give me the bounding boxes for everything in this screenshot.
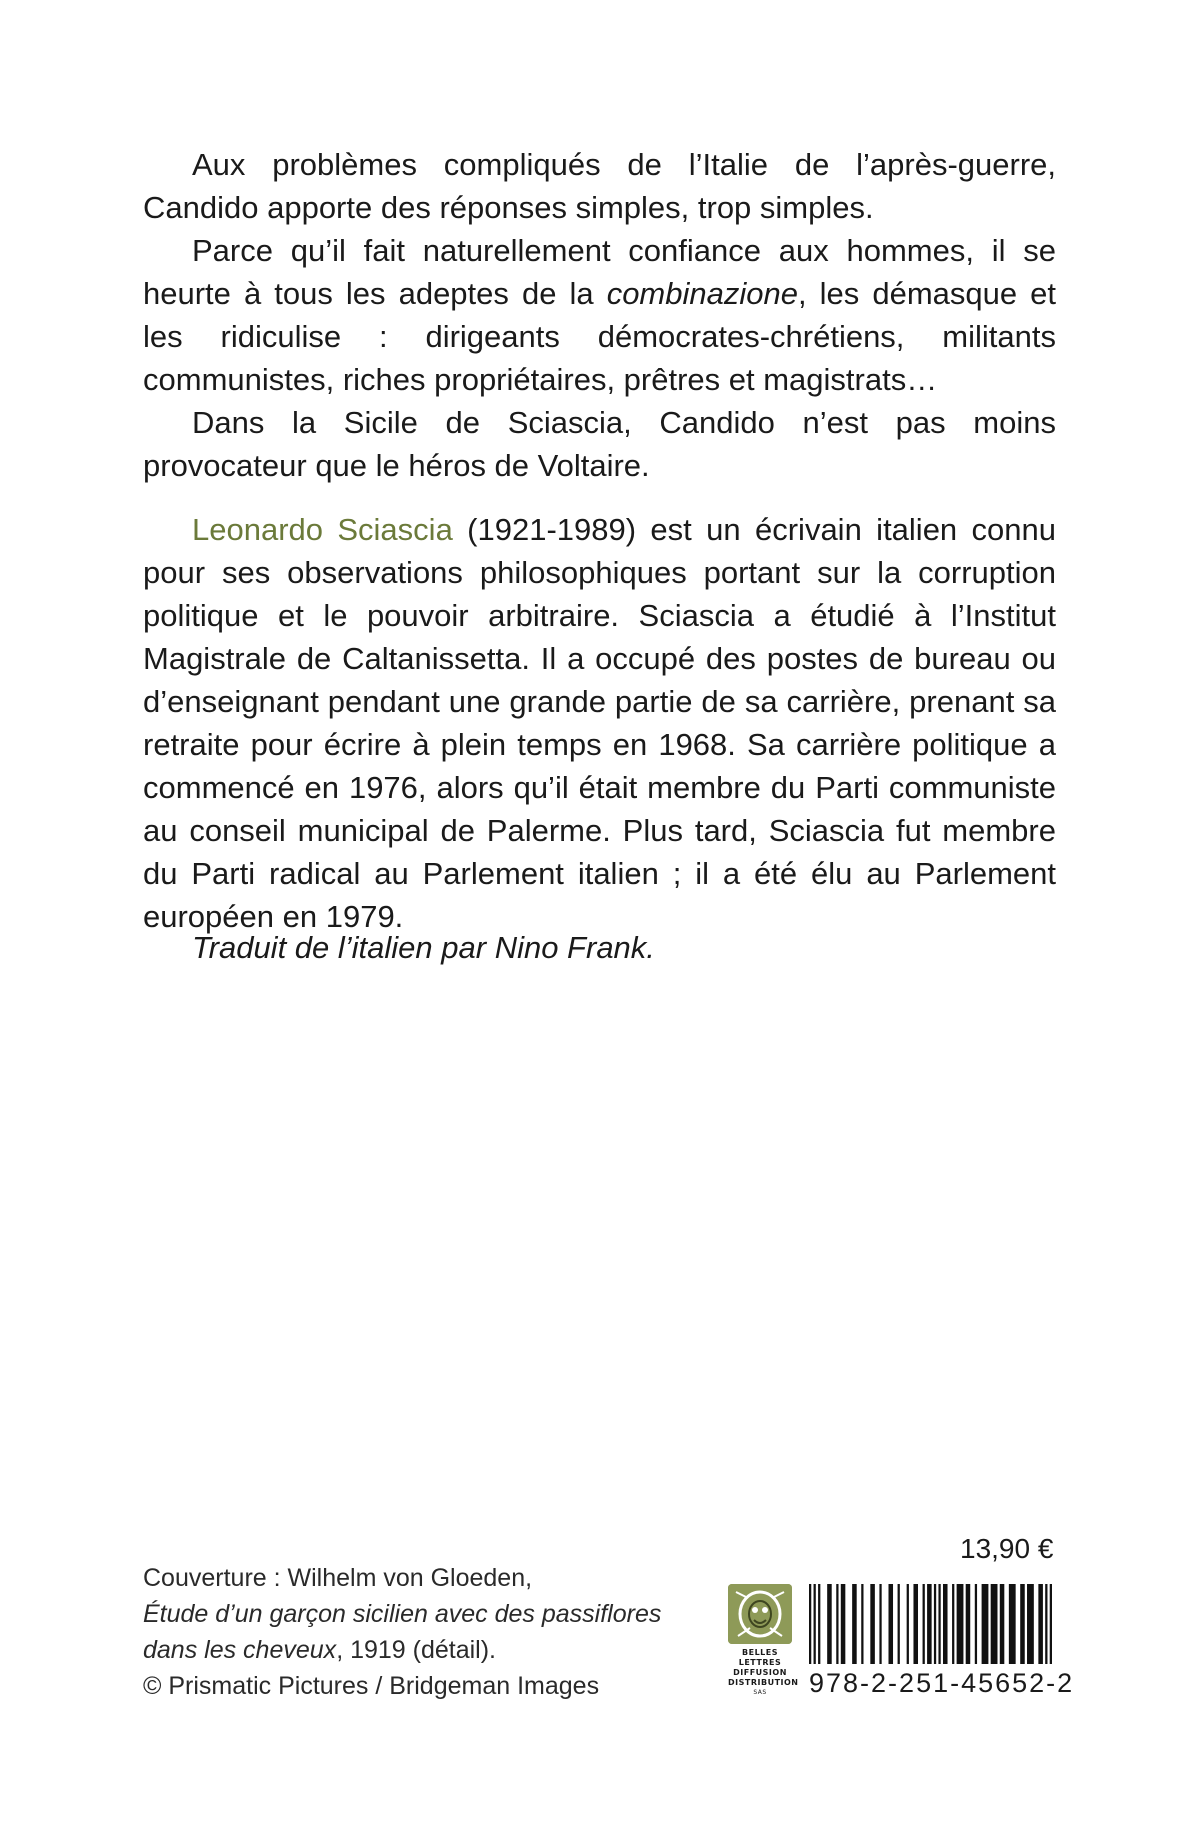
barcode-bar xyxy=(870,1584,875,1664)
publisher-logo-text xyxy=(728,1648,799,1698)
cover-credits xyxy=(143,1560,661,1704)
summary-paragraph-2-start: Parce qu’il fait naturellement confiance aux hommes, il se heurte à tous les adeptes de la xyxy=(143,233,1056,311)
credits-line-1: Couverture : Wilhelm von Gloeden, xyxy=(143,1564,533,1592)
barcode-bar xyxy=(991,1584,998,1664)
author-name: Leonardo Sciascia xyxy=(192,512,453,547)
barcode-bar xyxy=(966,1584,971,1664)
barcode-bar xyxy=(927,1584,932,1664)
author-bio-text: (1921-1989) est un écrivain italien connu pour ses observations philosophiques portant sur la corruption politique et le pouvoir arbitraire. Sciascia a étudié à l’Institut Magistrale de Caltanissetta. Il a occupé des postes de bureau ou d’enseignant pendant une grande partie de sa carrière, prenant sa retraite pour écrire à plein temps en 1968. Sa carrière politique a commencé en 1976, alors qu’il était membre du Parti communiste au conseil municipal de Palerme. Plus tard, Sciascia fut membre du Parti radical au Parlement italien ; il a été élu au Parlement européen en 1979. xyxy=(143,512,1056,934)
barcode-bar xyxy=(818,1584,820,1664)
barcode-bar xyxy=(898,1584,900,1664)
barcode-bar xyxy=(852,1584,857,1664)
barcode-bar xyxy=(938,1584,940,1664)
barcode-bar xyxy=(809,1584,811,1664)
barcode-bar xyxy=(1038,1584,1043,1664)
credits-line-4: © Prismatic Pictures / Bridgeman Images xyxy=(143,1672,600,1700)
author-bio-paragraph xyxy=(143,508,1056,938)
summary-paragraph-2 xyxy=(143,229,1056,401)
publisher-logo-line-1: BELLES LETTRES xyxy=(738,1648,782,1667)
isbn-number: 978-2-251-45652-2 xyxy=(809,1668,1075,1698)
barcode-bar xyxy=(1020,1584,1025,1664)
publisher-logo-line-3: DISTRIBUTION xyxy=(728,1678,799,1687)
barcode-bar xyxy=(836,1584,838,1664)
publisher-logo-line-2: DIFFUSION xyxy=(733,1668,787,1677)
summary-paragraph-2-end: , les démasque et les ridiculise : dirigeants démocrates-chrétiens, militants communistes, riches propriétaires, prêtres et magistrats… xyxy=(143,276,1057,397)
publisher-logo-line-4: SAS xyxy=(753,1689,767,1696)
artwork-date: , 1919 (détail). xyxy=(336,1636,497,1664)
barcode xyxy=(809,1584,1052,1664)
barcode-bar xyxy=(923,1584,925,1664)
artwork-title-part-2: dans les cheveux xyxy=(143,1636,337,1664)
barcode-bar xyxy=(861,1584,863,1664)
barcode-bar xyxy=(841,1584,846,1664)
barcode-bar xyxy=(975,1584,977,1664)
barcode-bar xyxy=(982,1584,989,1664)
barcode-bar xyxy=(1000,1584,1005,1664)
barcode-bar xyxy=(1045,1584,1047,1664)
barcode-bar xyxy=(907,1584,909,1664)
summary-text xyxy=(143,143,1056,487)
credits-line-2 xyxy=(143,1596,661,1632)
barcode-bar xyxy=(943,1584,948,1664)
publisher-logo xyxy=(728,1584,799,1699)
summary-paragraph-1: Aux problèmes compliqués de l’Italie de l’après-guerre, Candido apporte des réponses simples, trop simples. xyxy=(143,147,1056,225)
barcode-bars-icon xyxy=(809,1584,1052,1664)
barcode-bar xyxy=(827,1584,832,1664)
translator-credit: Traduit de l’italien par Nino Frank. xyxy=(192,930,655,965)
artwork-title-part-1: Étude d’un garçon sicilien avec des passiflores xyxy=(143,1600,662,1628)
summary-paragraph-3: Dans la Sicile de Sciascia, Candido n’est pas moins provocateur que le héros de Voltaire. xyxy=(143,405,1056,483)
barcode-bar xyxy=(1027,1584,1034,1664)
publisher-logo-emblem-icon xyxy=(728,1584,792,1644)
barcode-bar xyxy=(879,1584,881,1664)
barcode-bar xyxy=(814,1584,816,1664)
barcode-bar xyxy=(1050,1584,1052,1664)
barcode-bar xyxy=(934,1584,936,1664)
author-bio xyxy=(143,508,1056,938)
barcode-bar xyxy=(888,1584,893,1664)
price: 13,90 € xyxy=(960,1533,1054,1564)
barcode-bar xyxy=(1009,1584,1016,1664)
barcode-bar xyxy=(952,1584,954,1664)
credits-line-3 xyxy=(143,1632,661,1668)
barcode-bar xyxy=(957,1584,964,1664)
barcode-bar xyxy=(913,1584,918,1664)
combinazione-italic: combinazione xyxy=(606,276,798,311)
